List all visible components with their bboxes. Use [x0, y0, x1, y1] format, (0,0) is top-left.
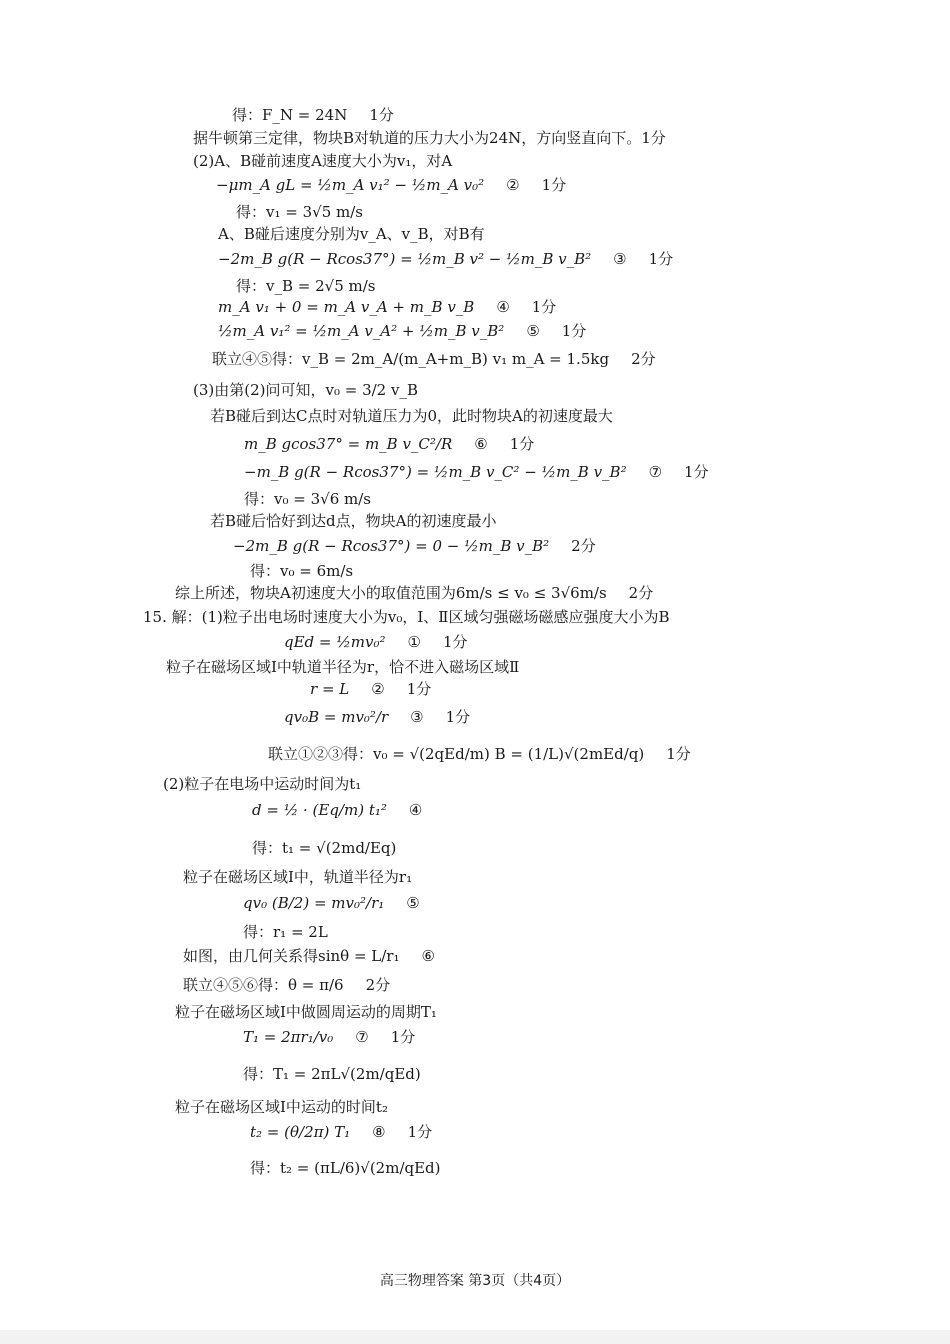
text-line: 得：t₁ = √(2md/Eq) [252, 839, 397, 857]
score: 1分 [648, 250, 674, 268]
text-line: 若B碰后恰好到达d点，物块A的初速度最小 [210, 512, 497, 530]
equation-number: ③ [613, 250, 627, 268]
score: 2分 [365, 976, 391, 994]
score: 1分 [561, 322, 587, 340]
equation: qEd = ½mv₀² ① 1分 [284, 633, 468, 651]
equation-number: ⑥ [474, 435, 488, 453]
text-line: 得：v_B = 2√5 m/s [236, 277, 376, 295]
text-line: 综上所述，物块A初速度大小的取值范围为6m/s ≤ v₀ ≤ 3√6m/s 2分 [175, 584, 654, 602]
text-line: 据牛顿第三定律，物块B对轨道的压力大小为24N，方向竖直向下。1分 [193, 129, 666, 147]
score: 2分 [628, 584, 654, 602]
score: 2分 [631, 350, 656, 368]
equation-number: ③ [410, 708, 424, 726]
score: 1分 [509, 435, 535, 453]
equation: −2m_B g(R − Rcos37°) = 0 − ½m_B v_B² 2分 [233, 537, 596, 555]
equation-number: ⑦ [648, 463, 663, 481]
equation: d = ½ · (Eq/m) t₁² ④ [252, 801, 423, 819]
text-line: 得：v₀ = 6m/s [250, 562, 354, 580]
score: 1分 [684, 463, 709, 481]
score: 1分 [407, 1123, 433, 1141]
score: 2分 [571, 537, 596, 555]
equation: −m_B g(R − Rcos37°) = ½m_B v_C² − ½m_B v_B² ⑦ 1分 [244, 463, 709, 481]
equation-number: ⑤ [526, 322, 540, 340]
equation-number: ① [407, 633, 421, 651]
text-line: (3)由第(2)问可知，v₀ = 3/2 v_B [193, 381, 418, 399]
text-line: 粒子在磁场区域Ⅰ中，轨道半径为r₁ [183, 868, 413, 886]
text-line: (2)粒子在电场中运动时间为t₁ [163, 775, 362, 793]
equation: qv₀B = mv₀²/r ③ 1分 [284, 708, 471, 726]
text-line: 粒子在磁场区域Ⅰ中运动的时间t₂ [175, 1098, 388, 1116]
question-heading: 15. 解：(1)粒子出电场时速度大小为v₀，Ⅰ、Ⅱ区域匀强磁场磁感应强度大小为B [143, 608, 670, 626]
equation-number: ② [371, 680, 385, 698]
equation: m_B gcos37° = m_B v_C²/R ⑥ 1分 [244, 435, 535, 453]
equation: m_A v₁ + 0 = m_A v_A + m_B v_B ④ 1分 [218, 298, 557, 316]
score: 1分 [666, 745, 691, 763]
text-line: 得：F_N = 24N 1分 [232, 106, 394, 124]
score: 1分 [541, 176, 567, 194]
score: 1分 [369, 106, 394, 124]
text-line: 若B碰后到达C点时对轨道压力为0，此时物块A的初速度最大 [210, 407, 613, 425]
equation-number: ⑦ [355, 1028, 369, 1046]
score: 1分 [442, 633, 468, 651]
text-line: 得：T₁ = 2πL√(2m/qEd) [243, 1065, 421, 1083]
page-edge [0, 1330, 950, 1344]
equation-number: ④ [408, 801, 423, 819]
equation-number: ⑤ [406, 894, 420, 912]
score: 1分 [445, 708, 471, 726]
equation-number: ② [506, 176, 520, 194]
text-line: 得：r₁ = 2L [243, 923, 328, 941]
equation: t₂ = (θ/2π) T₁ ⑧ 1分 [250, 1123, 433, 1141]
text-line: A、B碰后速度分别为v_A、v_B，对B有 [218, 225, 485, 243]
equation-number: ⑧ [372, 1123, 386, 1141]
equation: −μm_A gL = ½m_A v₁² − ½m_A v₀² ② 1分 [216, 176, 567, 194]
equation: qv₀ (B/2) = mv₀²/r₁ ⑤ [243, 894, 420, 912]
score: 1分 [531, 298, 557, 316]
text-line: 得：t₂ = (πL/6)√(2m/qEd) [250, 1159, 441, 1177]
text-line: 联立④⑤得：v_B = 2m_A/(m_A+m_B) v₁ m_A = 1.5kg 2分 [212, 350, 656, 368]
text-line: (2)A、B碰前速度A速度大小为v₁，对A [193, 152, 453, 170]
text-line: 联立④⑤⑥得：θ = π/6 2分 [183, 976, 391, 994]
equation-number: ⑥ [421, 947, 435, 965]
equation-number: ④ [496, 298, 510, 316]
equation: r = L ② 1分 [310, 680, 432, 698]
equation: ½m_A v₁² = ½m_A v_A² + ½m_B v_B² ⑤ 1分 [218, 322, 587, 340]
score: 1分 [390, 1028, 416, 1046]
equation: T₁ = 2πr₁/v₀ ⑦ 1分 [243, 1028, 416, 1046]
text-line: 联立①②③得：v₀ = √(2qEd/m) B = (1/L)√(2mEd/q) 1分 [268, 745, 691, 763]
text-line: 粒子在磁场区域Ⅰ中做圆周运动的周期T₁ [175, 1003, 437, 1021]
text-line: 如图，由几何关系得sinθ = L/r₁ ⑥ [183, 947, 435, 965]
score: 1分 [406, 680, 432, 698]
text-line: 得：v₀ = 3√6 m/s [244, 490, 371, 508]
equation: −2m_B g(R − Rcos37°) = ½m_B v² − ½m_B v_B² ③ 1分 [218, 250, 674, 268]
page-footer: 高三物理答案 第3页（共4页） [379, 1273, 571, 1289]
text-line: 得：v₁ = 3√5 m/s [236, 203, 363, 221]
text-line: 粒子在磁场区域Ⅰ中轨道半径为r，恰不进入磁场区域Ⅱ [166, 658, 520, 676]
